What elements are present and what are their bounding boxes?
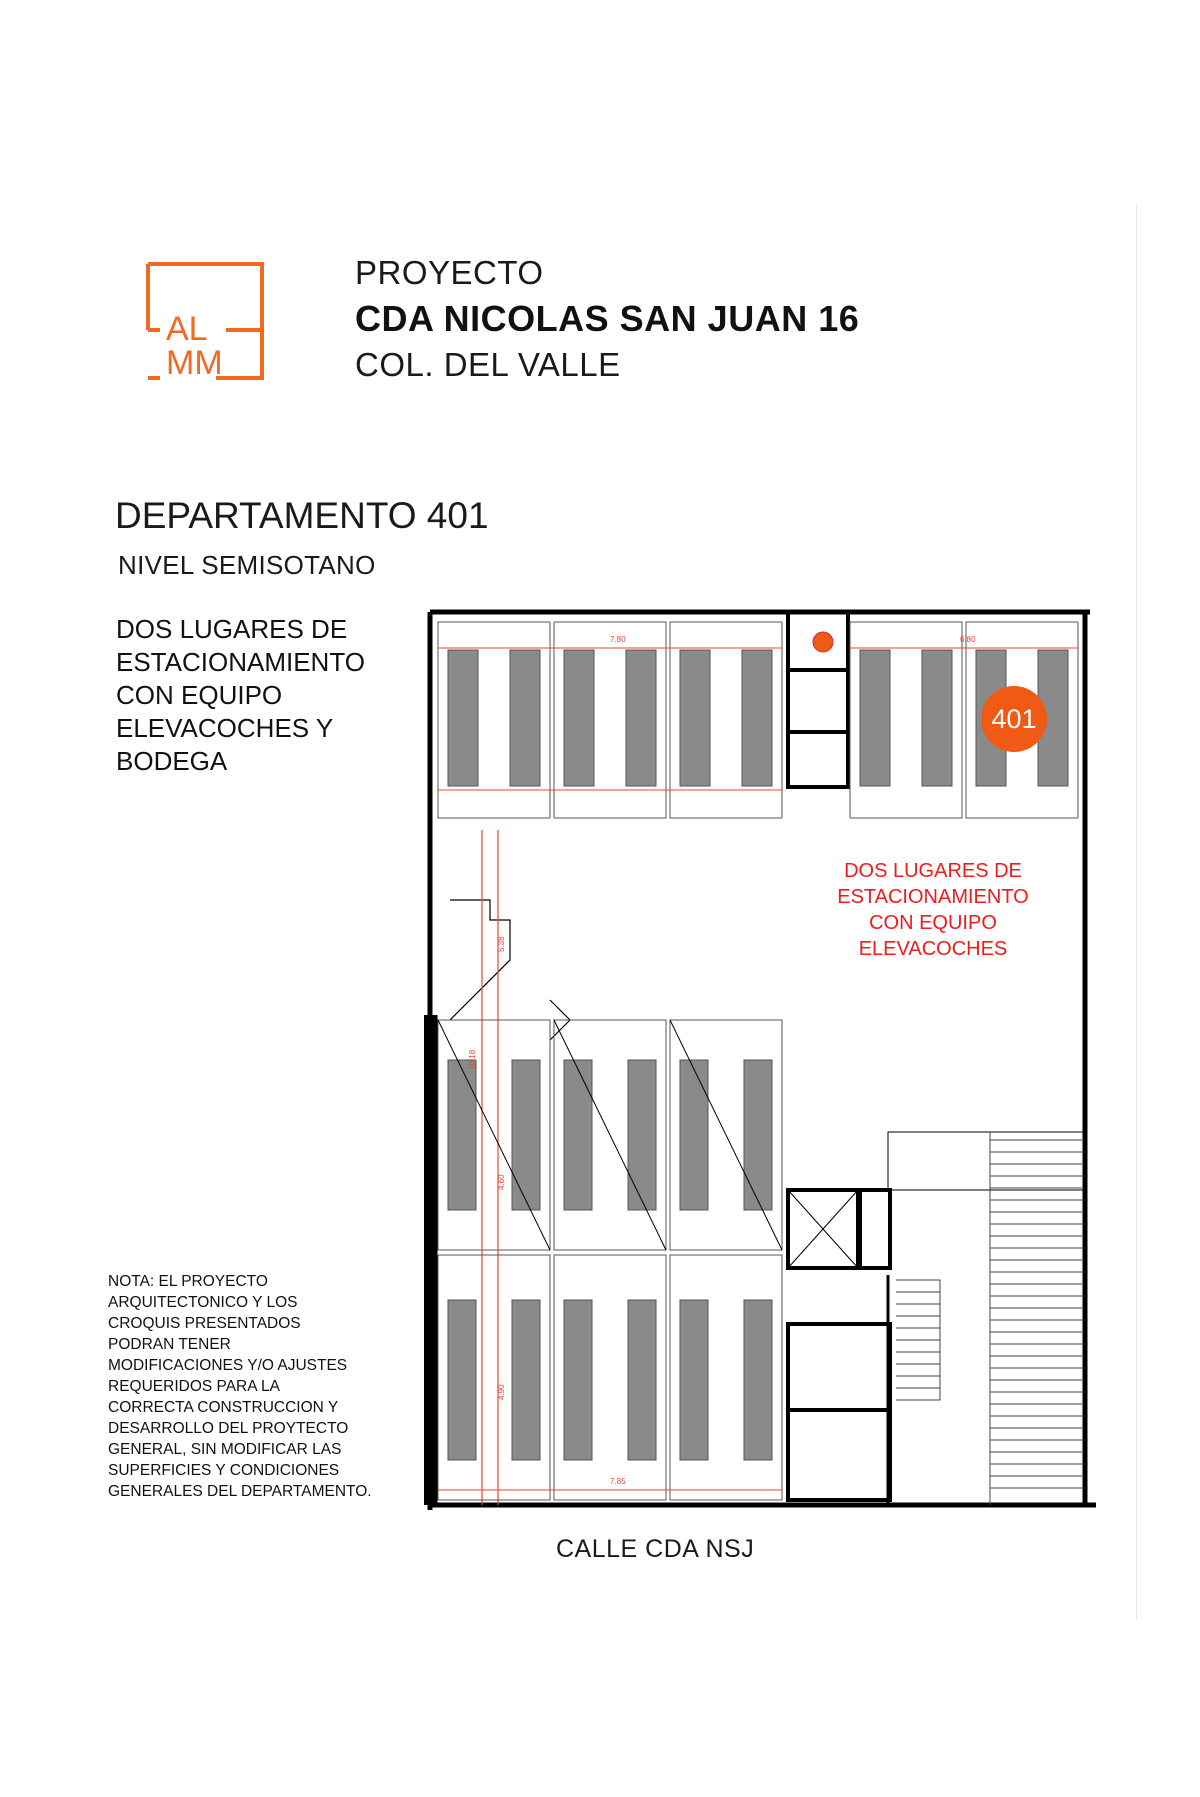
project-label: PROYECTO [355, 254, 544, 291]
department-title: DEPARTAMENTO 401 [115, 495, 489, 536]
stairs [896, 1132, 1084, 1505]
unit-401-badge: 401 [981, 686, 1047, 752]
parking-note-red: DOS LUGARES DE ESTACIONAMIENTO CON EQUIPO ELEVACOCHES [837, 860, 1029, 960]
project-neighborhood: COL. DEL VALLE [355, 346, 621, 383]
dimension-6-80: 6.80 [960, 635, 976, 644]
dimension-7-85: 7.85 [610, 1477, 626, 1486]
logo-text-al: AL [166, 310, 208, 348]
dimension-5-38: 5.38 [497, 936, 506, 952]
disclaimer-note: NOTA: EL PROYECTO ARQUITECTONICO Y LOS CROQUIS PRESENTADOS PODRAN TENER MODIFICACIONES Y/O AJUSTES REQUERIDOS PARA LA CORRECTA CONSTRUCCION Y DESARROLLO DEL PROYTECTO GENERAL, SIN MODIFICAR LAS SUPERFICIES Y CONDICIONES GENERALES DEL DEPARTAMENTO. [108, 1273, 372, 1500]
project-name: CDA NICOLAS SAN JUAN 16 [355, 298, 860, 339]
department-description: DOS LUGARES DE ESTACIONAMIENTO CON EQUIPO ELEVACOCHES Y BODEGA [116, 614, 365, 776]
dimension-labels [468, 635, 976, 1486]
almm-logo [146, 262, 264, 380]
dimension-4-60: 4.60 [497, 1174, 506, 1190]
logo-text-mm: MM [166, 344, 223, 380]
parking-lower [438, 1020, 782, 1500]
dimension-7-80: 7.80 [610, 635, 626, 644]
department-level: NIVEL SEMISOTANO [118, 550, 376, 580]
street-label: CALLE CDA NSJ [556, 1535, 755, 1563]
dimension-10-18: 10.18 [468, 1049, 477, 1070]
core-top [788, 612, 848, 787]
page-edge-line [1136, 205, 1137, 1620]
dimension-4-90: 4.90 [497, 1384, 506, 1400]
parking-top-left [438, 622, 782, 818]
